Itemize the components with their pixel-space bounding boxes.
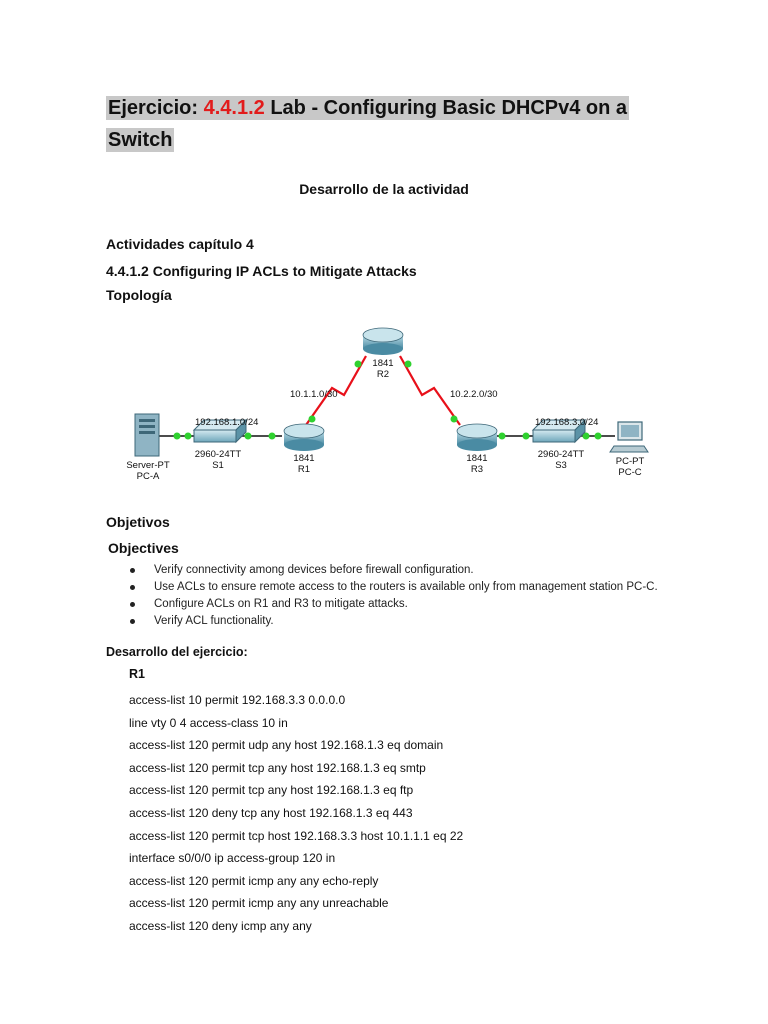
config-commands [129, 689, 463, 938]
r1-name-label: R1 [297, 464, 311, 475]
objective-item: Use ACLs to ensure remote access to the routers is available only from management station PC-C. [154, 579, 708, 596]
server-name-label: PC-A [136, 471, 160, 482]
r1-model-label: 1841 [293, 453, 315, 464]
actividades-heading: Actividades capítulo 4 [106, 236, 254, 252]
r3-model-label: 1841 [466, 453, 488, 464]
title-prefix: Ejercicio: [108, 97, 204, 119]
config-line: access-list 120 permit tcp any host 192.168.1.3 eq ftp [129, 783, 414, 798]
objectives-list [108, 562, 708, 630]
config-line: interface s0/0/0 ip access-group 120 in [129, 851, 336, 866]
s3-name-label: S3 [555, 460, 567, 471]
server-icon [135, 414, 159, 456]
pc-icon [610, 422, 648, 452]
lan3-label: 192.168.3.0/24 [535, 417, 599, 428]
objectives-block [108, 540, 708, 630]
r2-model-label: 1841 [372, 358, 394, 369]
config-line: access-list 120 deny tcp any host 192.168.1.3 eq 443 [129, 805, 413, 820]
title-number: 4.4.1.2 [203, 97, 265, 119]
config-line: access-list 120 permit tcp host 192.168.3.3 host 10.1.1.1 eq 22 [129, 828, 464, 843]
topology-diagram [110, 318, 670, 498]
config-line: access-list 120 permit udp any host 192.168.1.3 eq domain [129, 738, 444, 753]
pc-name-label: PC-C [618, 467, 642, 478]
router-r3-icon [457, 424, 497, 451]
objective-item: Configure ACLs on R1 and R3 to mitigate attacks. [154, 596, 708, 613]
config-line: access-list 10 permit 192.168.3.3 0.0.0.0 [129, 693, 346, 707]
lan1-label: 192.168.1.0/24 [195, 417, 259, 428]
desarrollo-ejercicio-heading: Desarrollo del ejercicio: [106, 645, 248, 659]
s3-model-label: 2960-24TT [537, 449, 585, 460]
objectives-title: Objectives [108, 540, 179, 556]
document-title [106, 92, 666, 156]
router-r1-icon [284, 424, 324, 451]
config-line: line vty 0 4 access-class 10 in [129, 715, 288, 730]
server-type-label: Server-PT [126, 460, 170, 471]
config-line: access-list 120 permit icmp any any echo-reply [129, 873, 379, 888]
s1-model-label: 2960-24TT [194, 449, 242, 460]
title-highlight [106, 96, 629, 152]
router-r2-icon [363, 328, 403, 355]
config-line: access-list 120 deny icmp any any [129, 918, 312, 933]
objective-item: Verify ACL functionality. [154, 613, 708, 630]
objetivos-heading: Objetivos [106, 514, 170, 530]
config-line: access-list 120 permit icmp any any unreachable [129, 896, 389, 911]
s1-name-label: S1 [212, 460, 224, 471]
config-line: access-list 120 permit tcp any host 192.168.1.3 eq smtp [129, 760, 426, 775]
title-rest: Lab - Configuring Basic DHCPv4 on a Switch [108, 97, 628, 151]
topologia-heading: Topología [106, 287, 172, 303]
r2-name-label: R2 [376, 369, 390, 380]
router-r1-heading: R1 [129, 667, 145, 681]
r3-name-label: R3 [470, 464, 484, 475]
objective-item: Verify connectivity among devices before firewall configuration. [154, 562, 708, 579]
center-heading: Desarrollo de la actividad [299, 181, 469, 197]
subtitle-heading: 4.4.1.2 Configuring IP ACLs to Mitigate Attacks [106, 263, 417, 279]
pc-type-label: PC-PT [615, 456, 645, 467]
link-r1-r2-label: 10.1.1.0/30 [290, 389, 338, 400]
link-r2-r3-label: 10.2.2.0/30 [450, 389, 498, 400]
